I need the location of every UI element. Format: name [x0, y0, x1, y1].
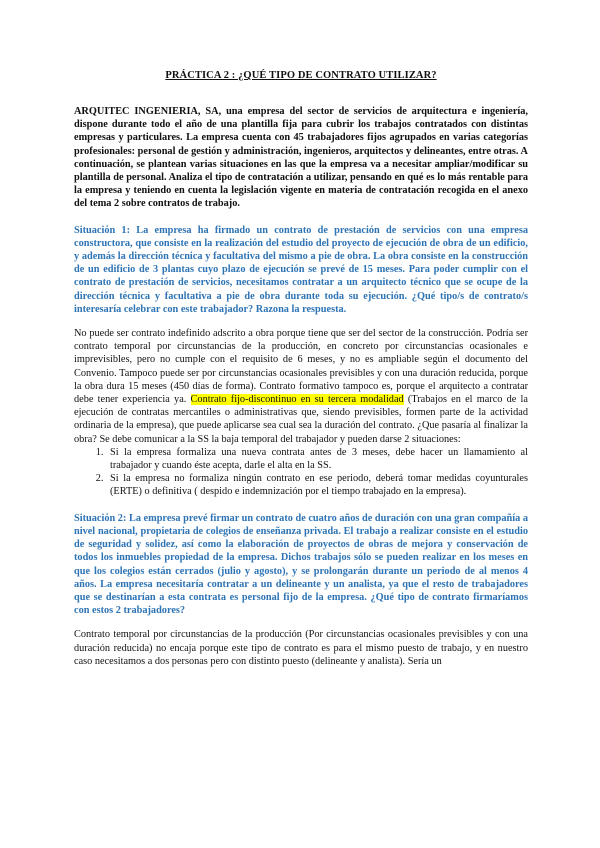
situacion-2-answer: Contrato temporal por circunstancias de la producción (Por circunstancias ocasionales previsibles y con una duración reducida) no encaja porque este tipo de contrato es para el mismo puesto de trabajo, y en nuestro caso necesitamos a dos personas pero con distinto puesto (delineante y analista). Sería un	[74, 629, 528, 667]
situacion-2-statement: Situación 2: La empresa prevé firmar un contrato de cuatro años de duración con una gran compañía a nivel nacional, propietaria de colegios de enseñanza privada. El trabajo a realizar consiste en el estudio de seguridad y solidez, así como la elaboración de proyectos de obras de mejora y conservación de todos los inmuebles propiedad de la empresa. Dichos trabajos sólo se pueden realizar en los meses en que los colegios están cerrados (julio y agosto), y se prolongarán durante un periodo de al menos 4 años. La empresa necesitaría contratar a un delineante y un analista, ya que el resto de trabajadores que se destinarían a esta contrata es personal fijo de la empresa. ¿Qué tipo de contrato firmaríamos con estos 2 trabajadores?	[74, 512, 528, 617]
highlighted-contract-type: Contrato fijo-discontinuo en su tercera modalidad	[190, 394, 404, 406]
answer-1-list	[74, 446, 528, 499]
situacion-1-answer	[74, 327, 528, 446]
situacion-1-statement: Situación 1: La empresa ha firmado un contrato de prestación de servicios con una empresa constructora, que consiste en la realización del estudio del proyecto de ejecución de obra de un edificio, y además la dirección técnica y facultativa del mismo a pie de obra. La obra consiste en la construcción de un edificio de 3 plantas cuyo plazo de ejecución se prevé de 15 meses. Para poder cumplir con el contrato de prestación de servicios, necesitamos contratar a un arquitecto técnico que se ocupe de la dirección técnica y facultativa a pie de obra durante toda su ejecución. ¿Qué tipo/s de contrato/s interesaría celebrar con este trabajador? Razona la respuesta.	[74, 224, 528, 315]
list-item: 1. Si la empresa formaliza una nueva contrata antes de 3 meses, debe hacer un llamamiento al trabajador y cuando éste acepta, darle el alta en la SS.	[106, 446, 528, 472]
document-title: PRÁCTICA 2 : ¿QUÉ TIPO DE CONTRATO UTILIZAR?	[165, 70, 437, 81]
intro-paragraph: ARQUITEC INGENIERIA, SA, una empresa del sector de servicios de arquitectura e ingeniería, dispone durante todo el año de una plantilla fija para cubrir los trabajos contratados con distintas empresas y particulares. La empresa cuenta con 45 trabajadores fijos agrupados en varias categorías profesionales: personal de gestión y administración, ingenieros, arquitectos y delineantes, entre otras. A continuación, se plantean varias situaciones en las que la empresa va a necesitar ampliar/modificar su plantilla de personal. Analiza el tipo de contratación a utilizar, pensando en qué es lo más rentable para la empresa y teniendo en cuenta la legislación vigente en materia de contratación recogida en el anexo del tema 2 sobre contratos de trabajo.	[74, 106, 528, 210]
answer-1-text-end: (Trabajos en el marco de la ejecución de contratas mercantiles o administrativas que, siendo previsibles, formen parte de la actividad ordinaria de la empresa), que puede aplicarse sea cual sea la duración del contrato. ¿Que pasaría al finalizar la obra? Se debe comunicar a la SS la baja temporal del trabajador y pueden darse 2 situaciones:	[74, 394, 528, 445]
answer-1-text-start: No puede ser contrato indefinido adscrito a obra porque tiene que ser del sector de la construcción. Podría ser contrato temporal por circunstancias de la producción, en concreto por circunstancias ocasionales e imprevisibles, pero no cumple con el requisito de 6 meses, y no es ampliable según el documento del Convenio. Tampoco puede ser por circunstancias ocasionales previsibles y con una duración reducida, porque la obra dura 15 meses (450 días de forma). Contrato formativo tampoco es, porque el arquitecto a contratar debe tener experiencia ya.	[74, 328, 528, 406]
list-item: 2. Si la empresa no formaliza ningún contrato en ese periodo, deberá tomar medidas coyunturales (ERTE) o definitiva ( despido e indemnización por el tiempo trabajado en la empresa).	[106, 472, 528, 498]
